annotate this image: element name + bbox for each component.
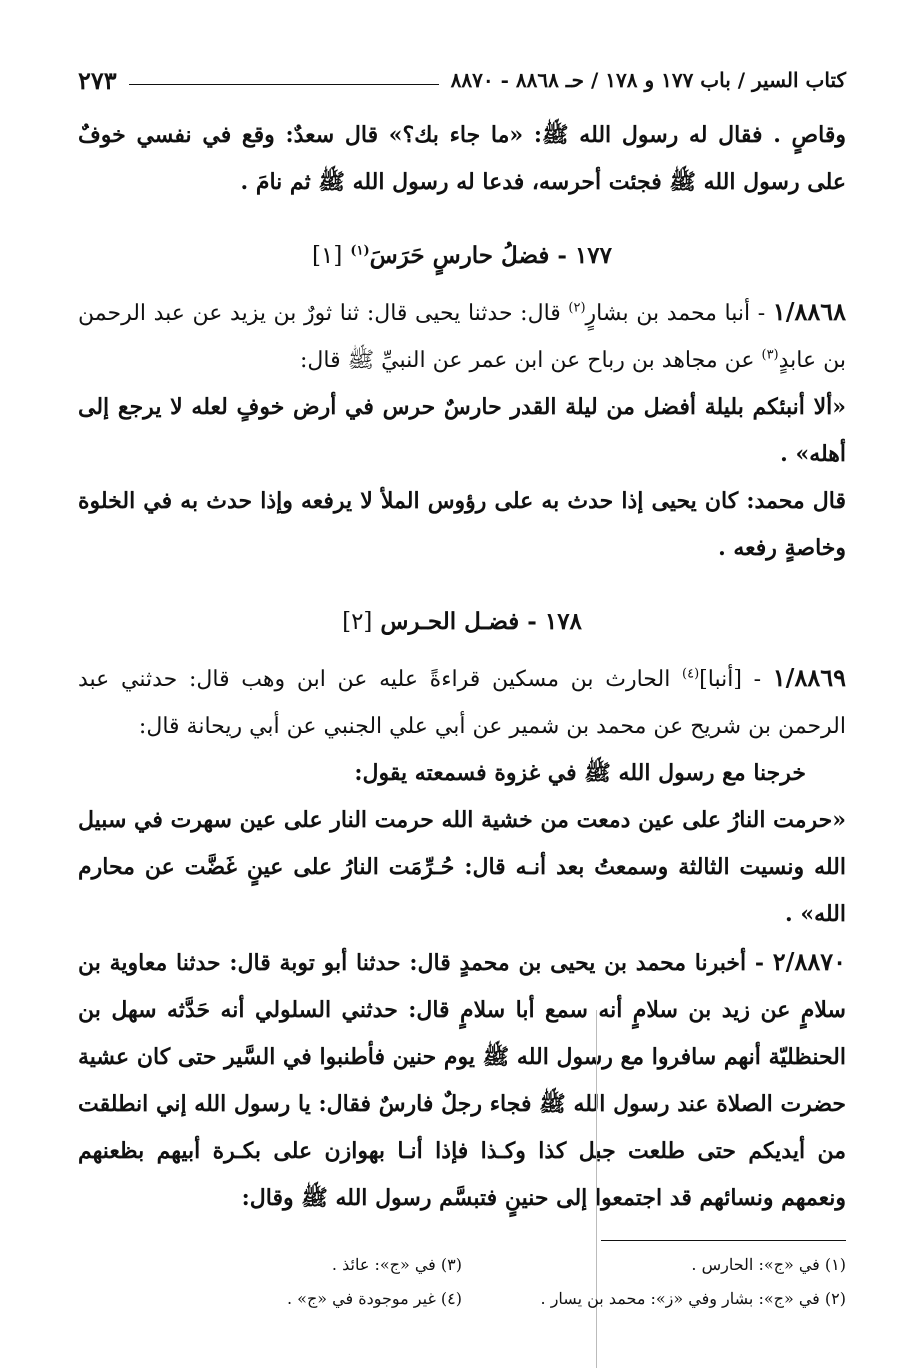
isnad-part: الحارث بن مسكين قراءةً عليه عن ابن وهب قال: حدثني عبد الرحمن بن شريح عن محمد بن شمير عن أبي علي الجنبي عن أبي ريحانة قال: (78, 667, 846, 739)
hadith-number: ١/٨٨٦٨ (772, 297, 847, 326)
header-rule (129, 84, 439, 85)
page-number: ٢٧٣ (78, 65, 117, 95)
intro-line-1: وقاصٍ . فقال له رسول الله ﷺ: «ما جاء بك؟» قال سعدٌ: وقع في نفسي خوفٌ على (78, 122, 846, 195)
chapter-177-title: ١٧٧ - فضلُ حارسٍ حَرَسَ (369, 242, 613, 269)
footnote-2: (٢) في «ج»: بشار وفي «ز»: محمد بن يسار . (540, 1289, 846, 1308)
chapter-178-title: ١٧٨ - فضـل الحـرس (380, 608, 582, 635)
footnote-separator (601, 1240, 846, 1241)
hadith-8870 (78, 938, 846, 1222)
footnote-marker: (٣) (761, 347, 779, 363)
isnad-part: - [أنبا] (699, 667, 773, 692)
hadith-8868-comment: قال محمد: كان يحيى إذا حدث به على رؤوس الملأ لا يرفعه وإذا حدث به في الخلوة وخاصةٍ رفعه . (78, 488, 846, 561)
hadith-8869-matn: «حرمت النارُ على عين دمعت من خشية الله حرمت النار على عين سهرت في سبيل الله ونسيت الثالثة وسمعتُ بعد أنـه قال: حُـرِّمَت النارُ على عينٍ غَضَّت عن محارم الله» . (78, 807, 846, 927)
hadith-8869-isnad (78, 654, 846, 750)
hadith-8868-matn: «ألا أنبئكم بليلة أفضل من ليلة القدر حارسٌ حرس في أرض خوفٍ لعله لا يرجع إلى أهله» . (78, 394, 846, 467)
chapter-178-heading (78, 598, 846, 646)
footnote-4: (٤) غير موجودة في «ج» . (286, 1289, 462, 1308)
hadith-8870-text: - أخبرنا محمد بن يحيى بن محمدٍ قال: حدثنا أبو توبة قال: حدثنا معاوية بن سلامٍ عن زيد بن سلامٍ أنه سمع أبا سلامٍ قال: حدثني السلولي أنه حَدَّثه سهل بن الحنظليّة أنهم سافروا مع رسول الله ﷺ يوم حنين فأطنبوا في السَّير حتى كان عشية حضرت الصلاة عند رسول الله ﷺ فجاء رجلٌ فارسٌ فقال: يا رسول الله إني انطلقت من أيديكم حتى طلعت جبل كذا وكـذا فإذا أنـا بهوازن على بكـرة أبيهم بظعنهم ونعمهم ونسائهم قد اجتمعوا إلى حنينٍ فتبسَّم رسول الله ﷺ وقال: (78, 950, 846, 1211)
intro-line-2: رسول الله ﷺ فجئت أحرسه، فدعا له رسول الله ﷺ ثم نامَ . (240, 169, 800, 195)
chapter-177-heading (78, 232, 846, 280)
running-header (78, 60, 846, 100)
footnote-marker: (٢) (568, 300, 586, 316)
hadith-number: ١/٨٨٦٩ (772, 663, 846, 692)
isnad-part: عن مجاهد بن رباح عن ابن عمر عن النبيِّ ﷺ قال: (299, 348, 762, 373)
chapter-177-ref: [١] (311, 243, 343, 269)
page-body (78, 112, 846, 1222)
footnotes-left-column (78, 1248, 462, 1316)
footnotes-right-column (462, 1248, 846, 1316)
footnotes (78, 1248, 846, 1316)
footnote-marker: (٤) (682, 666, 700, 682)
footnote-marker: (١) (350, 243, 370, 259)
chapter-178-ref: [٢] (342, 609, 373, 635)
hadith-8868-isnad (78, 288, 846, 384)
footnote-1: (١) في «ج»: الحارس . (691, 1255, 846, 1274)
hadith-8869-intro: خرجنا مع رسول الله ﷺ في غزوة فسمعته يقول: (354, 760, 806, 786)
footnote-3: (٣) في «ج»: عائذ . (331, 1255, 462, 1274)
header-title: كتاب السير / باب ١٧٧ و ١٧٨ / حـ ٨٨٦٨ - ٨٨٧٠ (450, 68, 846, 92)
isnad-part: - أنبا محمد بن بشارٍ (585, 301, 773, 326)
hadith-number: ٢/٨٨٧٠ (772, 947, 846, 976)
intro-paragraph (78, 112, 846, 206)
isnad-part: قال: حدثنا يحيى قال: ثنا ثورٌ بن يزيد عن عبد الرحمن بن عابدٍ (78, 301, 846, 373)
